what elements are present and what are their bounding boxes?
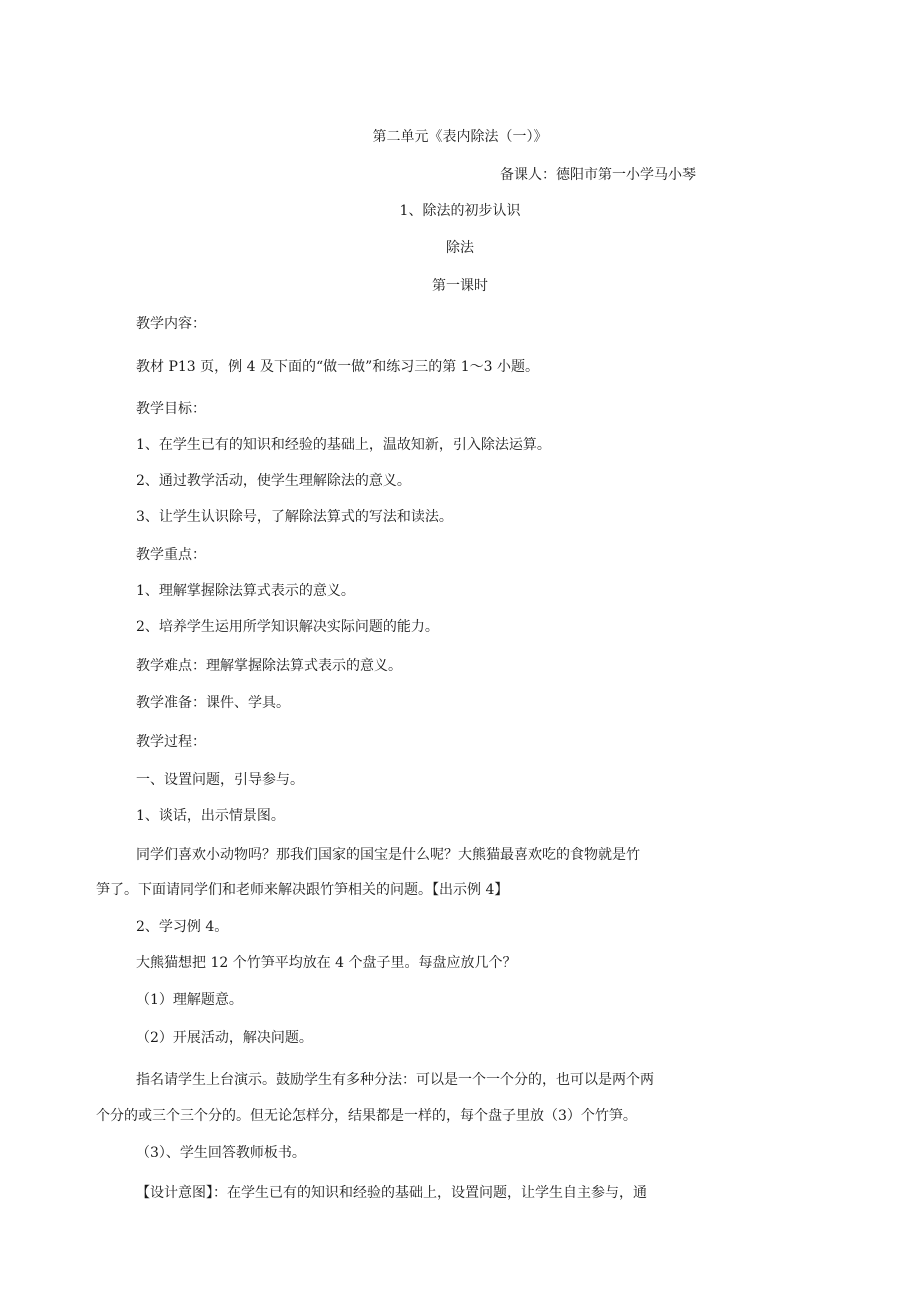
step-item: 2、学习例 4。	[136, 919, 229, 935]
content-text: 教材 P13 页，例 4 及下面的“做一做”和练习三的第 1〜3 小题。	[136, 359, 539, 375]
paragraph-line: 指名请学生上台演示。鼓励学生有多种分法：可以是一个一个分的，也可以是两个两	[136, 1072, 654, 1088]
author-line: 备课人：德阳市第一小学马小琴	[500, 167, 696, 183]
paragraph-line: 同学们喜欢小动物吗？那我们国家的国宝是什么呢？大熊猫最喜欢吃的食物就是竹	[136, 847, 640, 863]
subsection-heading: 除法	[446, 240, 474, 256]
key-item: 1、理解掌握除法算式表示的意义。	[136, 583, 355, 599]
page-title: 第二单元《表内除法（一）》	[372, 129, 548, 145]
goals-label: 教学目标：	[136, 401, 206, 417]
key-item: 2、培养学生运用所学知识解决实际问题的能力。	[136, 619, 439, 635]
problem-text: 大熊猫想把 12 个竹笋平均放在 4 个盘子里。每盘应放几个？	[136, 955, 517, 971]
preparation-line: 教学准备：课件、学具。	[136, 695, 290, 711]
difficulty-line: 教学难点：理解掌握除法算式表示的意义。	[136, 658, 402, 674]
step-heading: 一、设置问题，引导参与。	[136, 772, 304, 788]
paragraph-line: 个分的或三个三个分的。但无论怎样分，结果都是一样的，每个盘子里放（3）个竹笋。	[96, 1108, 637, 1124]
step-item: 1、谈话，出示情景图。	[136, 808, 285, 824]
content-label: 教学内容：	[136, 316, 206, 332]
sub-step: （2）开展活动，解决问题。	[136, 1030, 313, 1046]
goal-item: 3、让学生认识除号，了解除法算式的写法和读法。	[136, 509, 453, 525]
sub-step: （3）、学生回答教师板书。	[136, 1145, 306, 1161]
section-heading: 1、除法的初步认识	[399, 203, 521, 219]
process-label: 教学过程：	[136, 734, 206, 750]
sub-step: （1）理解题意。	[136, 992, 243, 1008]
lesson-heading: 第一课时	[432, 278, 488, 294]
goal-item: 2、通过教学活动，使学生理解除法的意义。	[136, 473, 411, 489]
paragraph-line: 笋了。下面请同学们和老师来解决跟竹笋相关的问题。【出示例 4】	[96, 882, 509, 898]
key-label: 教学重点：	[136, 547, 206, 563]
goal-item: 1、在学生已有的知识和经验的基础上，温故知新，引入除法运算。	[136, 437, 551, 453]
design-intent: 【设计意图】：在学生已有的知识和经验的基础上，设置问题，让学生自主参与，通	[136, 1185, 647, 1201]
